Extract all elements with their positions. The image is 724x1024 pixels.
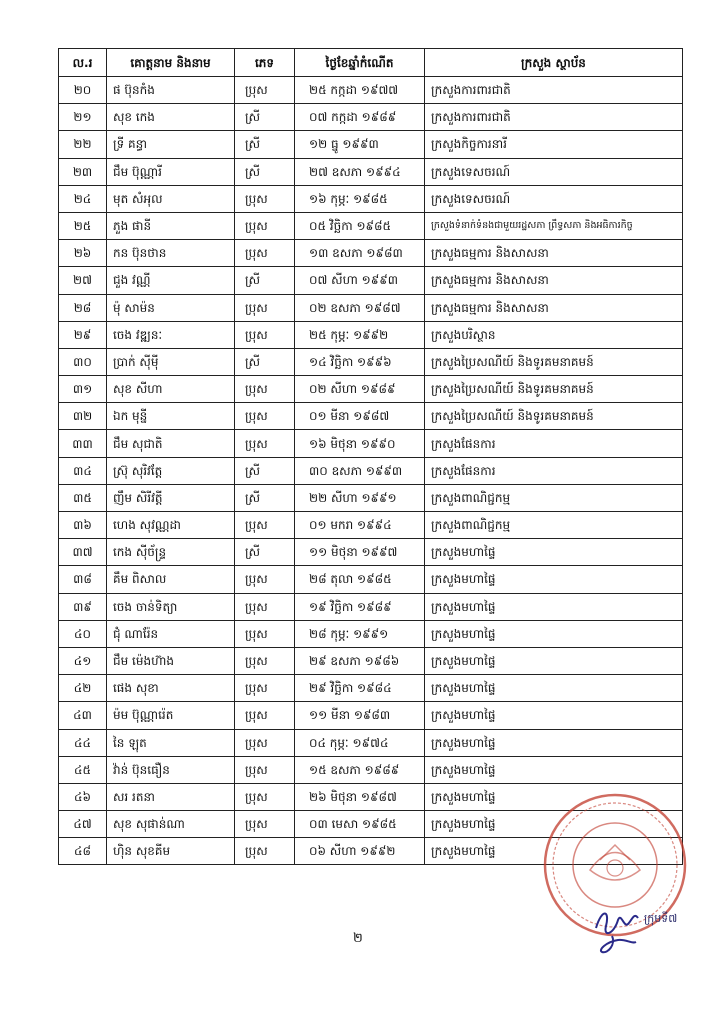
person-name-cell: ភួង ផានី [107, 212, 235, 239]
person-name-cell: ហ៊ិន សុខគីម [107, 838, 235, 865]
ministry-cell: ក្រសួងមហាផ្ទៃ [425, 593, 683, 620]
row-number-cell: ៣៩ [59, 593, 107, 620]
table-row [59, 647, 683, 674]
person-name-cell: ស៊្រុ សុរិវត្តែ [107, 457, 235, 484]
row-number-cell: ២០ [59, 77, 107, 104]
row-number-cell: ៣១ [59, 376, 107, 403]
ministry-cell: ក្រសួងមហាផ្ទៃ [425, 729, 683, 756]
ministry-cell: ក្រសួងប្រៃសណីយ៍ និងទូរគមនាគមន៍ [425, 376, 683, 403]
table-row [59, 593, 683, 620]
sex-cell: ប្រុស [235, 838, 295, 865]
table-row [59, 376, 683, 403]
row-number-cell: ២៥ [59, 212, 107, 239]
table-row [59, 702, 683, 729]
person-name-cell: ញឹម សិរីវត្តី [107, 484, 235, 511]
row-number-cell: ៣៣ [59, 430, 107, 457]
sex-cell: ប្រុស [235, 783, 295, 810]
table-row [59, 756, 683, 783]
table-row [59, 484, 683, 511]
row-number-cell: ៣៦ [59, 512, 107, 539]
ministry-cell: ក្រសួងធម្មការ និងសាសនា [425, 294, 683, 321]
table-row [59, 430, 683, 457]
row-number-cell: ៤៥ [59, 756, 107, 783]
person-name-cell: សរ រតនា [107, 783, 235, 810]
ministry-cell: ក្រសួងធម្មការ និងសាសនា [425, 267, 683, 294]
date-of-birth-cell: ២៦ មិថុនា ១៩៨៧ [295, 783, 425, 810]
sex-cell: ប្រុស [235, 321, 295, 348]
table-row [59, 77, 683, 104]
sex-cell: ប្រុស [235, 77, 295, 104]
table-row [59, 240, 683, 267]
person-name-cell: សុខ សីហា [107, 376, 235, 403]
person-name-cell: ឯក មុន្នី [107, 403, 235, 430]
date-of-birth-cell: ១១ មីនា ១៩៨៣ [295, 702, 425, 729]
table-row [59, 158, 683, 185]
sex-cell: ស្រី [235, 484, 295, 511]
person-name-cell: ផេង សុខា [107, 675, 235, 702]
row-number-cell: ៤៨ [59, 838, 107, 865]
date-of-birth-cell: ២៩ ឧសភា ១៩៨៦ [295, 647, 425, 674]
person-name-cell: ជឹម ម៉េងហ៊ាង [107, 647, 235, 674]
date-of-birth-cell: ០២ ឧសភា ១៩៨៧ [295, 294, 425, 321]
row-number-cell: ៣៨ [59, 566, 107, 593]
table-row [59, 566, 683, 593]
table-row [59, 212, 683, 239]
row-number-cell: ២៨ [59, 294, 107, 321]
row-number-cell: ២៦ [59, 240, 107, 267]
date-of-birth-cell: ១៣ ឧសភា ១៩៨៣ [295, 240, 425, 267]
sex-cell: ស្រី [235, 131, 295, 158]
row-number-cell: ៤៧ [59, 811, 107, 838]
person-name-cell: នៃ ឡុត [107, 729, 235, 756]
table-row [59, 457, 683, 484]
sex-cell: ប្រុស [235, 294, 295, 321]
sex-cell: ប្រុស [235, 566, 295, 593]
person-name-cell: ម៉ុ សាម៉ន [107, 294, 235, 321]
table-row [59, 348, 683, 375]
table-row [59, 539, 683, 566]
ministry-cell: ក្រសួងពាណិជ្ជកម្ម [425, 484, 683, 511]
table-row [59, 675, 683, 702]
person-name-cell: ជឹម សុជាតិ [107, 430, 235, 457]
ministry-cell: ក្រសួងមហាផ្ទៃ [425, 647, 683, 674]
person-name-cell: មុត សំអុល [107, 185, 235, 212]
person-name-cell: ចេង វឌ្ឍនៈ [107, 321, 235, 348]
header-sex: ភេទ [235, 49, 295, 77]
row-number-cell: ៣៤ [59, 457, 107, 484]
date-of-birth-cell: ២៨ តុលា ១៩៨៥ [295, 566, 425, 593]
ministry-cell: ក្រសួងប្រៃសណីយ៍ និងទូរគមនាគមន៍ [425, 348, 683, 375]
row-number-cell: ៤៣ [59, 702, 107, 729]
ministry-cell: ក្រសួងមហាផ្ទៃ [425, 675, 683, 702]
person-name-cell: ម៉ម ប៊ុណ្ណារ៉េត [107, 702, 235, 729]
row-number-cell: ៤៤ [59, 729, 107, 756]
sex-cell: ប្រុស [235, 675, 295, 702]
sex-cell: ស្រី [235, 457, 295, 484]
person-name-cell: ចេង ចាន់ទិត្យា [107, 593, 235, 620]
row-number-cell: ២៧ [59, 267, 107, 294]
date-of-birth-cell: ៣០ ឧសភា ១៩៩៣ [295, 457, 425, 484]
ministry-cell: ក្រសួងកិច្ចការនារី [425, 131, 683, 158]
date-of-birth-cell: ០១ មីនា ១៩៨៧ [295, 403, 425, 430]
row-number-cell: ៤៦ [59, 783, 107, 810]
person-name-cell: ហេង សុវណ្ណដា [107, 512, 235, 539]
row-number-cell: ៣២ [59, 403, 107, 430]
table-row [59, 294, 683, 321]
row-number-cell: ៤២ [59, 675, 107, 702]
ministry-cell: ក្រសួងទំនាក់ទំនងជាមួយរដ្ឋសភា ព្រឹទ្ធសភា និងអធិការកិច្ច [425, 212, 683, 239]
table-row [59, 620, 683, 647]
date-of-birth-cell: ១៦ កុម្ភៈ ១៩៨៥ [295, 185, 425, 212]
sex-cell: ប្រុស [235, 620, 295, 647]
date-of-birth-cell: ០៧ សីហា ១៩៩៣ [295, 267, 425, 294]
sex-cell: ស្រី [235, 104, 295, 131]
table-row [59, 131, 683, 158]
ministry-cell: ក្រសួងមហាផ្ទៃ [425, 702, 683, 729]
sex-cell: ស្រី [235, 158, 295, 185]
sex-cell: ប្រុស [235, 376, 295, 403]
date-of-birth-cell: ២២ សីហា ១៩៩១ [295, 484, 425, 511]
table-row [59, 403, 683, 430]
date-of-birth-cell: ១២ ធ្នូ ១៩៩៣ [295, 131, 425, 158]
sex-cell: ប្រុស [235, 403, 295, 430]
person-name-cell: គឹម ពិសាល [107, 566, 235, 593]
ministry-cell: ក្រសួងពាណិជ្ជកម្ម [425, 512, 683, 539]
person-name-cell: វ៉ាន់ ប៊ុនធឿន [107, 756, 235, 783]
header-date-of-birth: ថ្ងៃខែឆ្នាំកំណើត [295, 49, 425, 77]
table-row [59, 729, 683, 756]
row-number-cell: ២៣ [59, 158, 107, 185]
sex-cell: ប្រុស [235, 756, 295, 783]
ministry-cell: ក្រសួងបរិស្ថាន [425, 321, 683, 348]
person-name-cell: ប្រាក់ ស៊ីម៉ី [107, 348, 235, 375]
ministry-cell: ក្រសួងប្រៃសណីយ៍ និងទូរគមនាគមន៍ [425, 403, 683, 430]
ministry-cell: ក្រសួងផែនការ [425, 457, 683, 484]
date-of-birth-cell: ២៨ កុម្ភៈ ១៩៩១ [295, 620, 425, 647]
person-name-cell: ទ្រី គន្ធា [107, 131, 235, 158]
row-number-cell: ៣៥ [59, 484, 107, 511]
row-number-cell: ២៤ [59, 185, 107, 212]
date-of-birth-cell: ០៧ កក្កដា ១៩៨៩ [295, 104, 425, 131]
date-of-birth-cell: ២៥ កក្កដា ១៩៧៧ [295, 77, 425, 104]
date-of-birth-cell: ២៧ ឧសភា ១៩៩៤ [295, 158, 425, 185]
ministry-cell: ក្រសួងធម្មការ និងសាសនា [425, 240, 683, 267]
sex-cell: ប្រុស [235, 702, 295, 729]
group-note: ក្រុមទី៧ [644, 912, 678, 925]
sex-cell: ស្រី [235, 267, 295, 294]
ministry-cell: ក្រសួងផែនការ [425, 430, 683, 457]
ministry-cell: ក្រសួងមហាផ្ទៃ [425, 620, 683, 647]
person-name-cell: ផ ប៊ុនកំង [107, 77, 235, 104]
table-row [59, 512, 683, 539]
ministry-cell: ក្រសួងមហាផ្ទៃ [425, 811, 683, 838]
ministry-cell: ក្រសួងទេសចរណ៍ [425, 185, 683, 212]
table-row [59, 104, 683, 131]
date-of-birth-cell: ១៥ ឧសភា ១៩៨៩ [295, 756, 425, 783]
table-row [59, 321, 683, 348]
ministry-cell: ក្រសួងមហាផ្ទៃ [425, 783, 683, 810]
table-row [59, 267, 683, 294]
table-header-row [59, 49, 683, 77]
person-name-cell: សុខ សុផាន់ណា [107, 811, 235, 838]
header-name: គោត្តនាម និងនាម [107, 49, 235, 77]
sex-cell: ប្រុស [235, 647, 295, 674]
row-number-cell: ៤១ [59, 647, 107, 674]
row-number-cell: ៣០ [59, 348, 107, 375]
person-name-cell: កន ប៊ុនថាន [107, 240, 235, 267]
ministry-cell: ក្រសួងការពារជាតិ [425, 77, 683, 104]
handwritten-signature [588, 898, 648, 958]
row-number-cell: ២១ [59, 104, 107, 131]
row-number-cell: ៣៧ [59, 539, 107, 566]
row-number-cell: ២៩ [59, 321, 107, 348]
person-name-cell: កេង ស៊ីច័ន្ទ្រ [107, 539, 235, 566]
header-number: ល.រ [59, 49, 107, 77]
ministry-cell: ក្រសួងមហាផ្ទៃ [425, 756, 683, 783]
person-name-cell: ជុំ ណារ៉ែន [107, 620, 235, 647]
date-of-birth-cell: ២៩ វិច្ឆិកា ១៩៨៤ [295, 675, 425, 702]
ministry-cell: ក្រសួងការពារជាតិ [425, 104, 683, 131]
sex-cell: ស្រី [235, 539, 295, 566]
date-of-birth-cell: ០៣ មេសា ១៩៨៥ [295, 811, 425, 838]
row-number-cell: ២២ [59, 131, 107, 158]
person-name-cell: ជួង វណ្ណី [107, 267, 235, 294]
sex-cell: ប្រុស [235, 512, 295, 539]
header-ministry: ក្រសួង ស្ថាប័ន [425, 49, 683, 77]
sex-cell: ប្រុស [235, 240, 295, 267]
table-row [59, 185, 683, 212]
person-name-cell: ជឹម ប៊ុណ្ណារី [107, 158, 235, 185]
ministry-cell: ក្រសួងមហាផ្ទៃ [425, 566, 683, 593]
date-of-birth-cell: ២៥ កុម្ភៈ ១៩៩២ [295, 321, 425, 348]
ministry-cell: ក្រសួងមហាផ្ទៃ [425, 539, 683, 566]
row-number-cell: ៤០ [59, 620, 107, 647]
page-number: ២ [353, 931, 363, 946]
ministry-cell: ក្រសួងទេសចរណ៍ [425, 158, 683, 185]
date-of-birth-cell: ១៤ វិច្ឆិកា ១៩៩៦ [295, 348, 425, 375]
sex-cell: ប្រុស [235, 593, 295, 620]
sex-cell: ប្រុស [235, 185, 295, 212]
sex-cell: ប្រុស [235, 212, 295, 239]
table-body [59, 77, 683, 865]
sex-cell: ប្រុស [235, 430, 295, 457]
date-of-birth-cell: ០២ សីហា ១៩៨៩ [295, 376, 425, 403]
date-of-birth-cell: ០៥ វិច្ឆិកា ១៩៨៥ [295, 212, 425, 239]
person-name-cell: សុខ កេង [107, 104, 235, 131]
sex-cell: ស្រី [235, 348, 295, 375]
sex-cell: ប្រុស [235, 811, 295, 838]
ministry-cell: ក្រសួងមហាផ្ទៃ [425, 838, 683, 865]
date-of-birth-cell: ០៦ សីហា ១៩៩២ [295, 838, 425, 865]
date-of-birth-cell: ១៦ មិថុនា ១៩៩០ [295, 430, 425, 457]
date-of-birth-cell: ០៤ កុម្ភៈ ១៩៧៤ [295, 729, 425, 756]
date-of-birth-cell: ១១ មិថុនា ១៩៩៧ [295, 539, 425, 566]
date-of-birth-cell: ១៩ វិច្ឆិកា ១៩៨៩ [295, 593, 425, 620]
registration-table [58, 48, 683, 865]
sex-cell: ប្រុស [235, 729, 295, 756]
date-of-birth-cell: ០១ មករា ១៩៩៤ [295, 512, 425, 539]
